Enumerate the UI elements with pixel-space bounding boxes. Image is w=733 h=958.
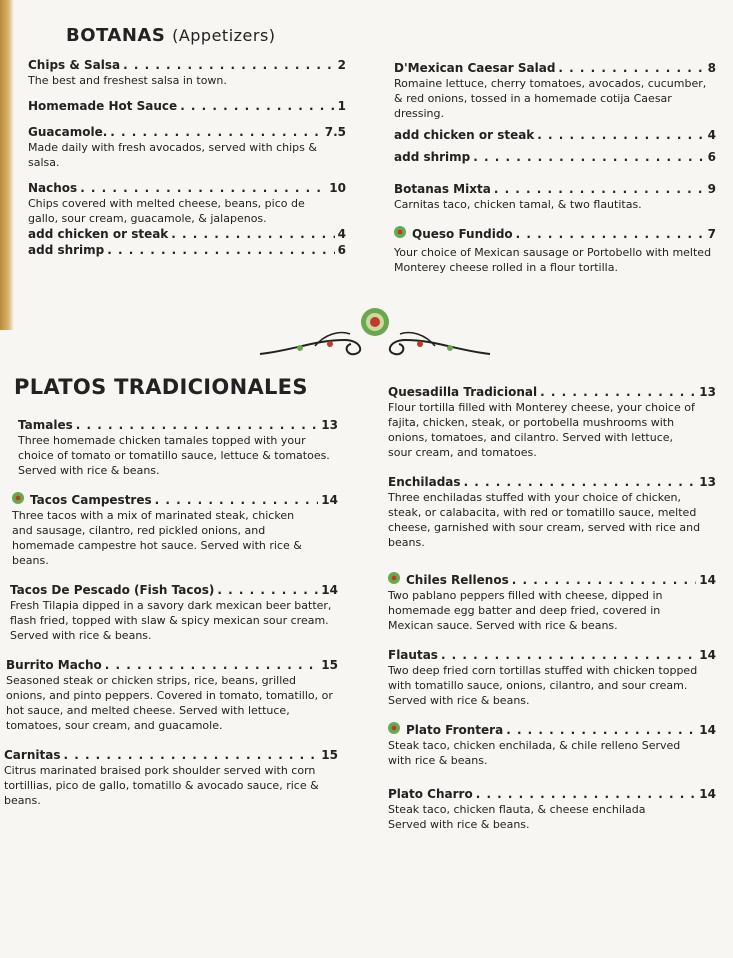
table-edge-decor <box>0 0 14 330</box>
platos-left-column <box>4 375 338 818</box>
menu-item: Tacos Campestres . . . 14 Three tacos with a mix of marinated steak, chicken and sausage, cilantro, red pickled onions, and homemade campestre hot sauce. Served with rice & beans. <box>12 492 338 568</box>
flower-icon <box>388 722 400 734</box>
menu-item: Carnitas . . . 15 Citrus marinated braised pork shoulder served with corn tortillias, pico de gallo, tomatillo & avocado sauce, rice & beans. <box>4 747 338 808</box>
menu-item: Quesadilla Tradicional . . . 13 Flour tortilla filled with Monterey cheese, your choice of fajita, chicken, steak, or portobella mushrooms with onions, tomatoes, and cilantro. Served with lettuce, sour cream, and tomatoes. <box>388 384 716 460</box>
platos-right-column <box>388 384 716 842</box>
botanas-title: BOTANAS (Appetizers) <box>66 25 276 46</box>
menu-item: Flautas . . . 14 Two deep fried corn tortillas stuffed with chicken topped with tomatillo sauce, onions, cilantro, and sour cream. Served with rice & beans. <box>388 647 716 708</box>
menu-item: Chiles Rellenos . . . 14 Two pablano peppers filled with cheese, dipped in homemade egg batter and deep fried, covered in Mexican sauce. Served with rice & beans. <box>388 572 716 633</box>
flower-icon <box>394 226 406 238</box>
menu-item: Tamales . . . 13 Three homemade chicken tamales topped with your choice of tomato or tomatillo sauce, lettuce & tomatoes. Served with rice & beans. <box>18 417 338 478</box>
menu-item: Plato Frontera . . . 14 Steak taco, chicken enchilada, & chile relleno Served with rice & beans. <box>388 722 716 768</box>
menu-addon: add chicken or steak . . . 4 <box>28 226 346 242</box>
menu-item: Botanas Mixta . . . 9 Carnitas taco, chicken tamal, & two flautitas. <box>394 181 716 212</box>
menu-item: Tacos De Pescado (Fish Tacos) . . . 14 Fresh Tilapia dipped in a savory dark mexican beer batter, flash fried, topped with slaw & spicy mexican sour cream. Served with rice & beans. <box>10 582 338 643</box>
menu-item: Queso Fundido . . . 7 Your choice of Mexican sausage or Portobello with melted Monterey cheese rolled in a flour tortilla. <box>394 226 716 275</box>
menu-item: Chips & Salsa . . . 2 The best and freshest salsa in town. <box>28 57 346 88</box>
menu-addon: add shrimp . . . 6 <box>28 242 346 258</box>
menu-addon: add chicken or steak . . . 4 <box>394 127 716 143</box>
menu-item: D'Mexican Caesar Salad . . . 8 Romaine lettuce, cherry tomatoes, avocados, cucumber, & red onions, tossed in a homemade cotija Caesar dressing. <box>394 60 716 121</box>
menu-addon: add shrimp . . . 6 <box>394 149 716 165</box>
flower-icon <box>12 492 24 504</box>
menu-item: Enchiladas . . . 13 Three enchiladas stuffed with your choice of chicken, steak, or calabacita, with red or tomatillo sauce, melted cheese, garnished with sour cream, served with rice and beans. <box>388 474 716 550</box>
flower-icon <box>388 572 400 584</box>
menu-item: Plato Charro . . . 14 Steak taco, chicken flauta, & cheese enchilada Served with rice & beans. <box>388 786 716 832</box>
menu-item: Nachos . . . 10 Chips covered with melted cheese, beans, pico de gallo, sour cream, guacamole, & jalapenos. <box>28 180 346 226</box>
menu-item: Guacamole. . . . 7.5 Made daily with fresh avocados, served with chips & salsa. <box>28 124 346 170</box>
floral-divider-icon <box>255 300 495 364</box>
menu-item: Homemade Hot Sauce . . . 1 <box>28 98 346 114</box>
platos-title: PLATOS TRADICIONALES <box>14 375 308 399</box>
menu-item: Burrito Macho . . . 15 Seasoned steak or chicken strips, rice, beans, grilled onions, and pinto peppers. Covered in tomato, tomatillo, or hot sauce, and melted cheese. Served with lettuce, tomatoes, sour cream, and guacamole. <box>6 657 338 733</box>
botanas-right-column <box>394 60 716 285</box>
botanas-left-column <box>28 25 346 258</box>
